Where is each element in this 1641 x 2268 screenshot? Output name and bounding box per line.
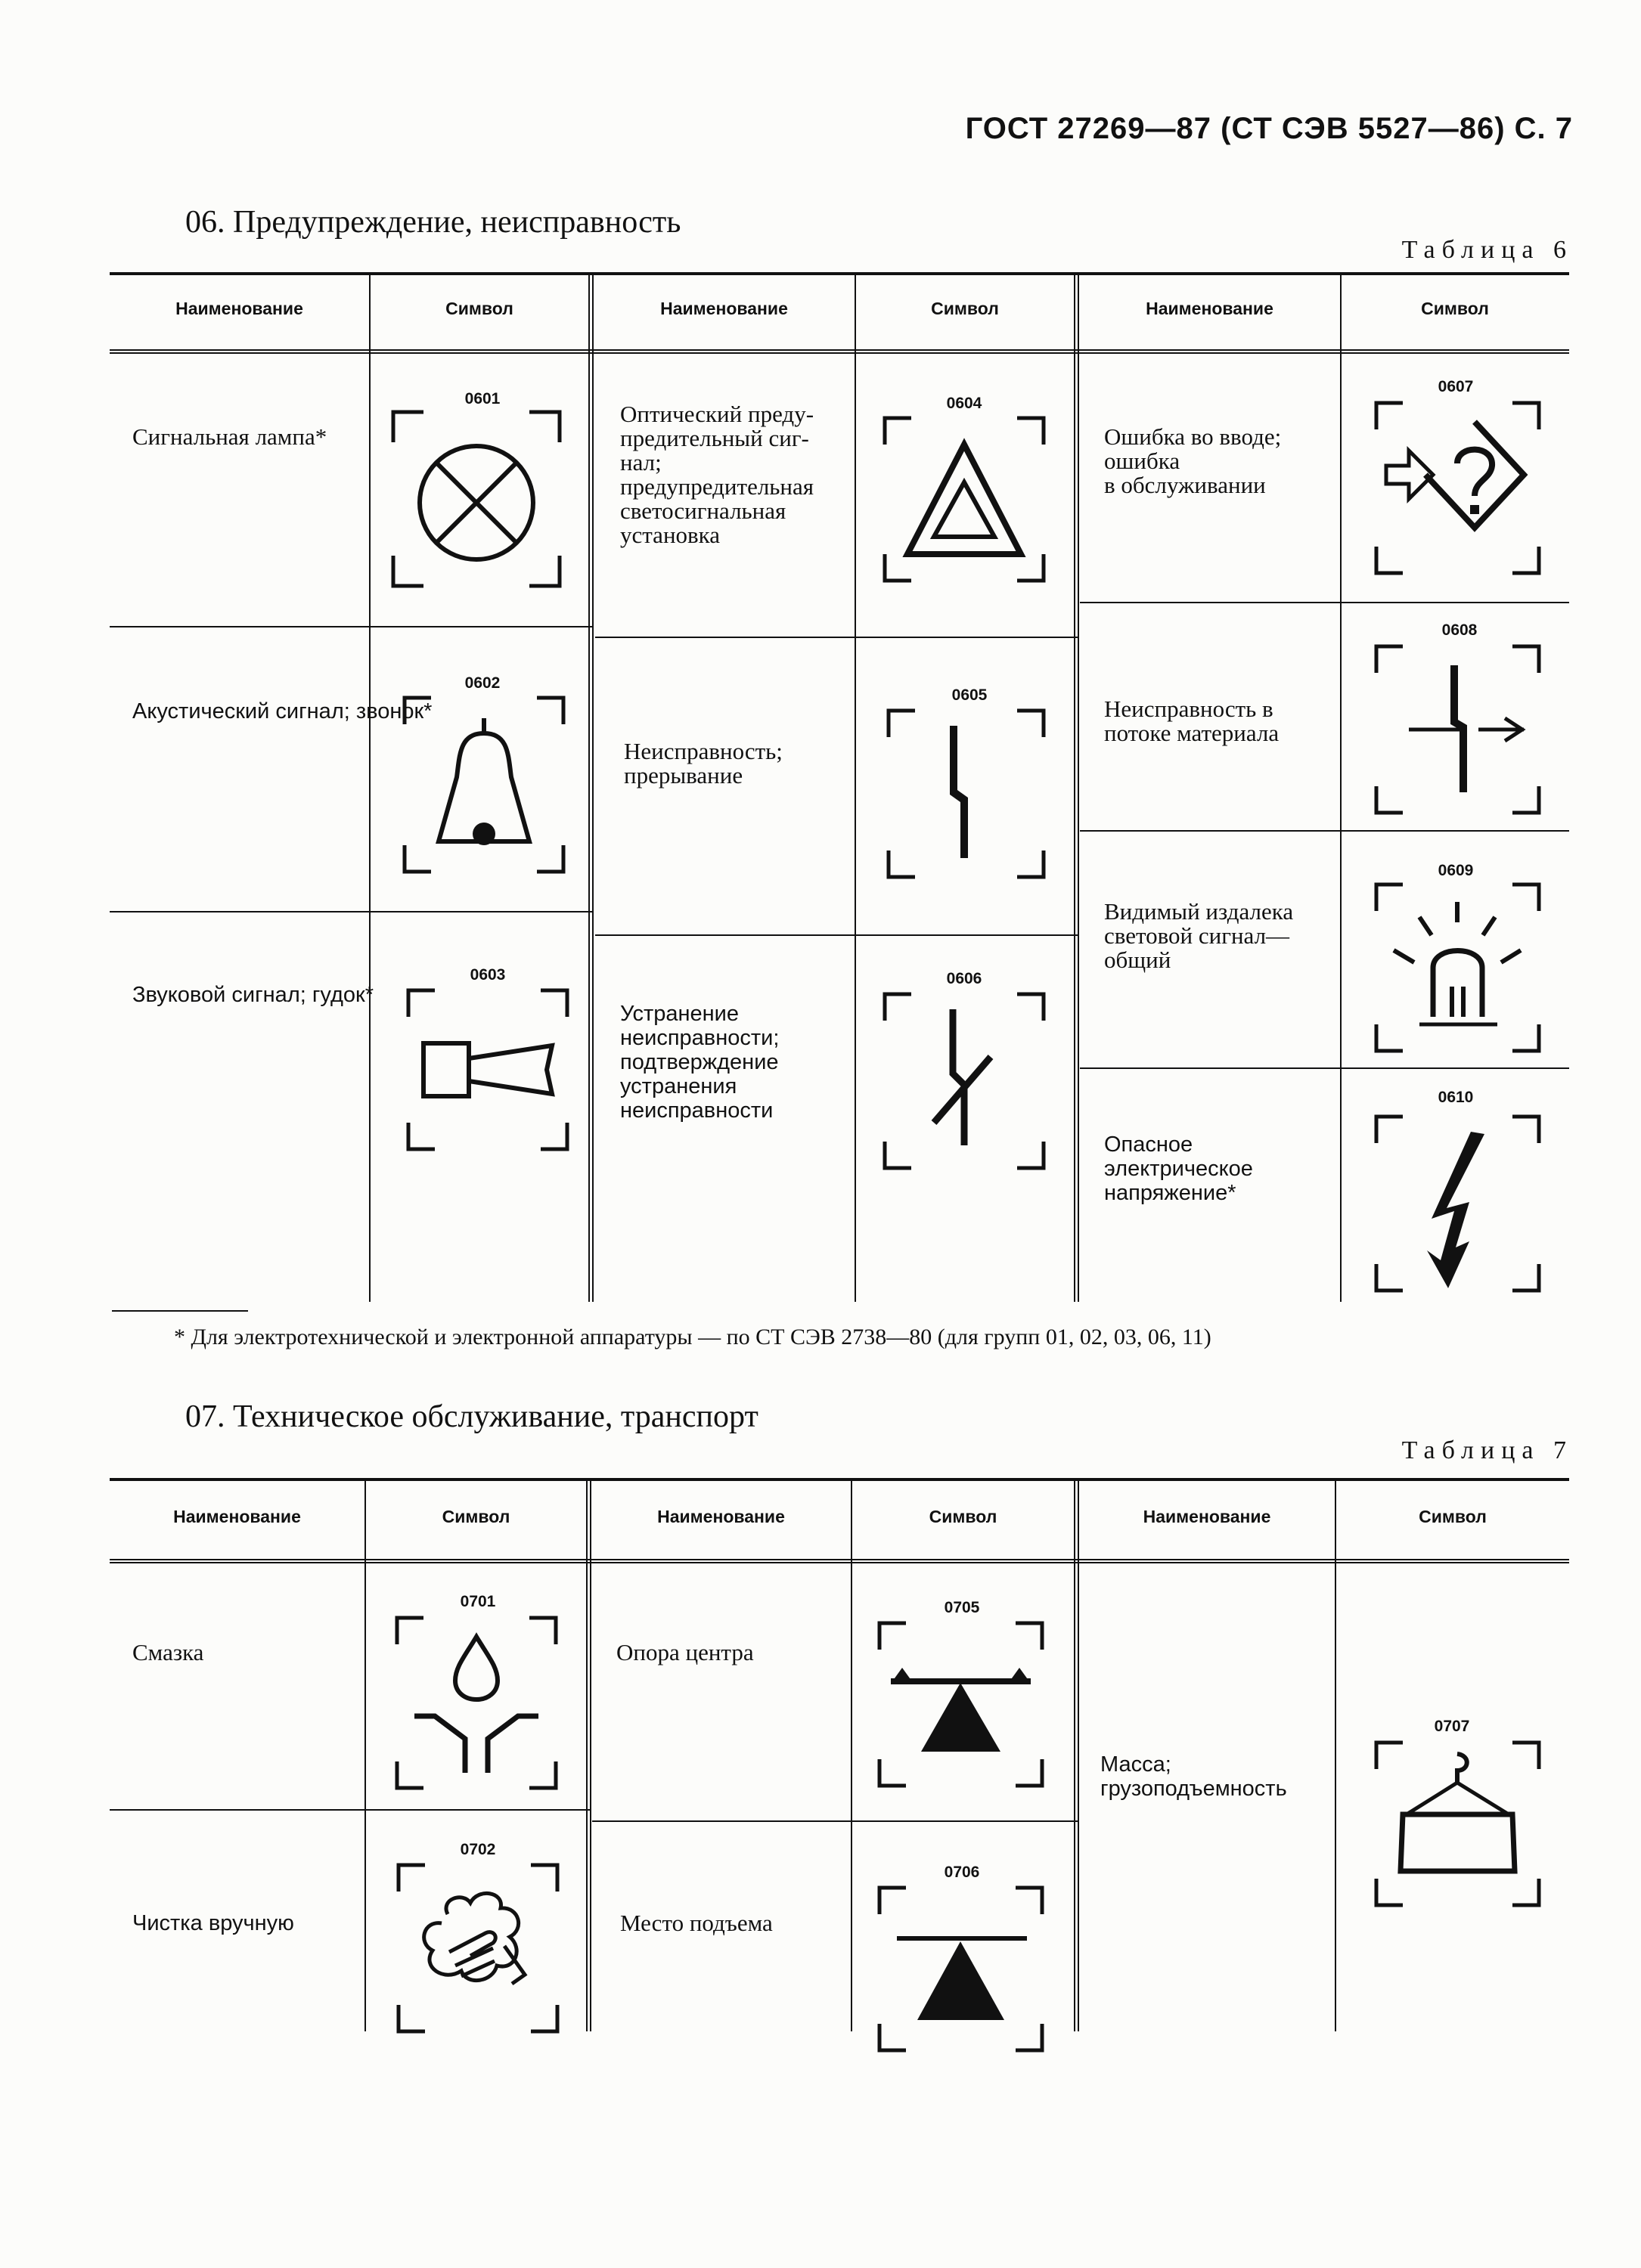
- page-header: ГОСТ 27269—87 (СТ СЭВ 5527—86) С. 7: [965, 112, 1573, 145]
- table-7-label: Таблица 7: [1401, 1436, 1573, 1464]
- code-0606: 0606: [946, 970, 982, 987]
- load-capacity-icon: [1373, 1739, 1543, 1909]
- code-0603: 0603: [470, 966, 506, 984]
- name-0607: Ошибка во вводе; ошибка в обслуживании: [1104, 423, 1282, 498]
- name-0706: Место подъема: [620, 1910, 773, 1936]
- code-0610: 0610: [1438, 1089, 1474, 1106]
- lifting-point-icon: [876, 1884, 1046, 2054]
- code-0607: 0607: [1438, 378, 1474, 395]
- name-0705: Опора центра: [616, 1639, 754, 1665]
- t7-col-header-name-2: Наименование: [657, 1507, 785, 1526]
- code-0701: 0701: [460, 1593, 496, 1610]
- section-06-title: 06. Предупреждение, неисправность: [185, 205, 681, 240]
- beacon-icon: [1373, 881, 1543, 1055]
- t7-col-header-name-3: Наименование: [1143, 1507, 1271, 1526]
- name-0606: Устранение неисправности; подтверждение устранения неисправности: [620, 1002, 780, 1123]
- name-0707: Масса; грузоподъемность: [1100, 1752, 1287, 1801]
- name-0603: Звуковой сигнал; гудок*: [132, 983, 374, 1007]
- footnote: * Для электротехнической и электронной аппаратуры — по СТ СЭВ 2738—80 (для групп 01, 02, 03, 06, 11): [174, 1325, 1211, 1349]
- code-0601: 0601: [464, 390, 501, 407]
- code-0604: 0604: [946, 395, 982, 412]
- name-0601: Сигнальная лампа*: [132, 423, 327, 450]
- code-0707: 0707: [1434, 1718, 1470, 1735]
- name-0610: Опасное электрическое напряжение*: [1104, 1132, 1253, 1205]
- t7-col-header-name-1: Наименование: [173, 1507, 301, 1526]
- col-header-name-2: Наименование: [660, 299, 788, 318]
- material-flow-fault-icon: [1373, 643, 1543, 816]
- section-07-title: 07. Техническое обслуживание, транспорт: [185, 1399, 758, 1434]
- t7-col-header-symbol-1: Символ: [442, 1507, 510, 1526]
- col-header-symbol-1: Символ: [445, 299, 513, 318]
- name-0608: Неисправность в потоке материала: [1104, 696, 1280, 746]
- code-0609: 0609: [1438, 862, 1474, 879]
- fault-cleared-icon: [881, 990, 1047, 1172]
- t7-col-header-symbol-2: Символ: [929, 1507, 997, 1526]
- horn-icon: [405, 987, 571, 1153]
- fault-interruption-icon: [885, 707, 1047, 881]
- high-voltage-icon: [1373, 1113, 1543, 1294]
- input-error-icon: [1373, 399, 1543, 577]
- code-0605: 0605: [951, 686, 988, 704]
- col-header-name-3: Наименование: [1146, 299, 1273, 318]
- table-6-label: Таблица 6: [1401, 236, 1573, 264]
- name-0701: Смазка: [132, 1639, 204, 1665]
- name-0604: Оптический преду- предительный сиг- нал; предупредительная светосигнальная установка: [620, 401, 814, 548]
- code-0706: 0706: [944, 1864, 980, 1881]
- name-0605: Неисправность; прерывание: [624, 738, 783, 789]
- col-header-symbol-2: Символ: [931, 299, 999, 318]
- name-0609: Видимый издалека световой сигнал— общий: [1104, 898, 1294, 973]
- code-0702: 0702: [460, 1841, 496, 1858]
- code-0705: 0705: [944, 1599, 980, 1616]
- warning-triangle-icon: [881, 414, 1047, 584]
- code-0602: 0602: [464, 674, 501, 692]
- name-0702: Чистка вручную: [132, 1911, 294, 1935]
- signal-lamp-icon: [389, 408, 563, 590]
- lubrication-icon: [393, 1614, 560, 1792]
- manual-cleaning-icon: [395, 1861, 561, 2035]
- t7-col-header-symbol-3: Символ: [1419, 1507, 1487, 1526]
- code-0608: 0608: [1441, 621, 1478, 639]
- name-0602: Акустический сигнал; звонок*: [132, 699, 433, 723]
- col-header-symbol-3: Символ: [1421, 299, 1489, 318]
- center-support-icon: [876, 1619, 1046, 1789]
- col-header-name-1: Наименование: [175, 299, 303, 318]
- bell-icon: [401, 694, 567, 875]
